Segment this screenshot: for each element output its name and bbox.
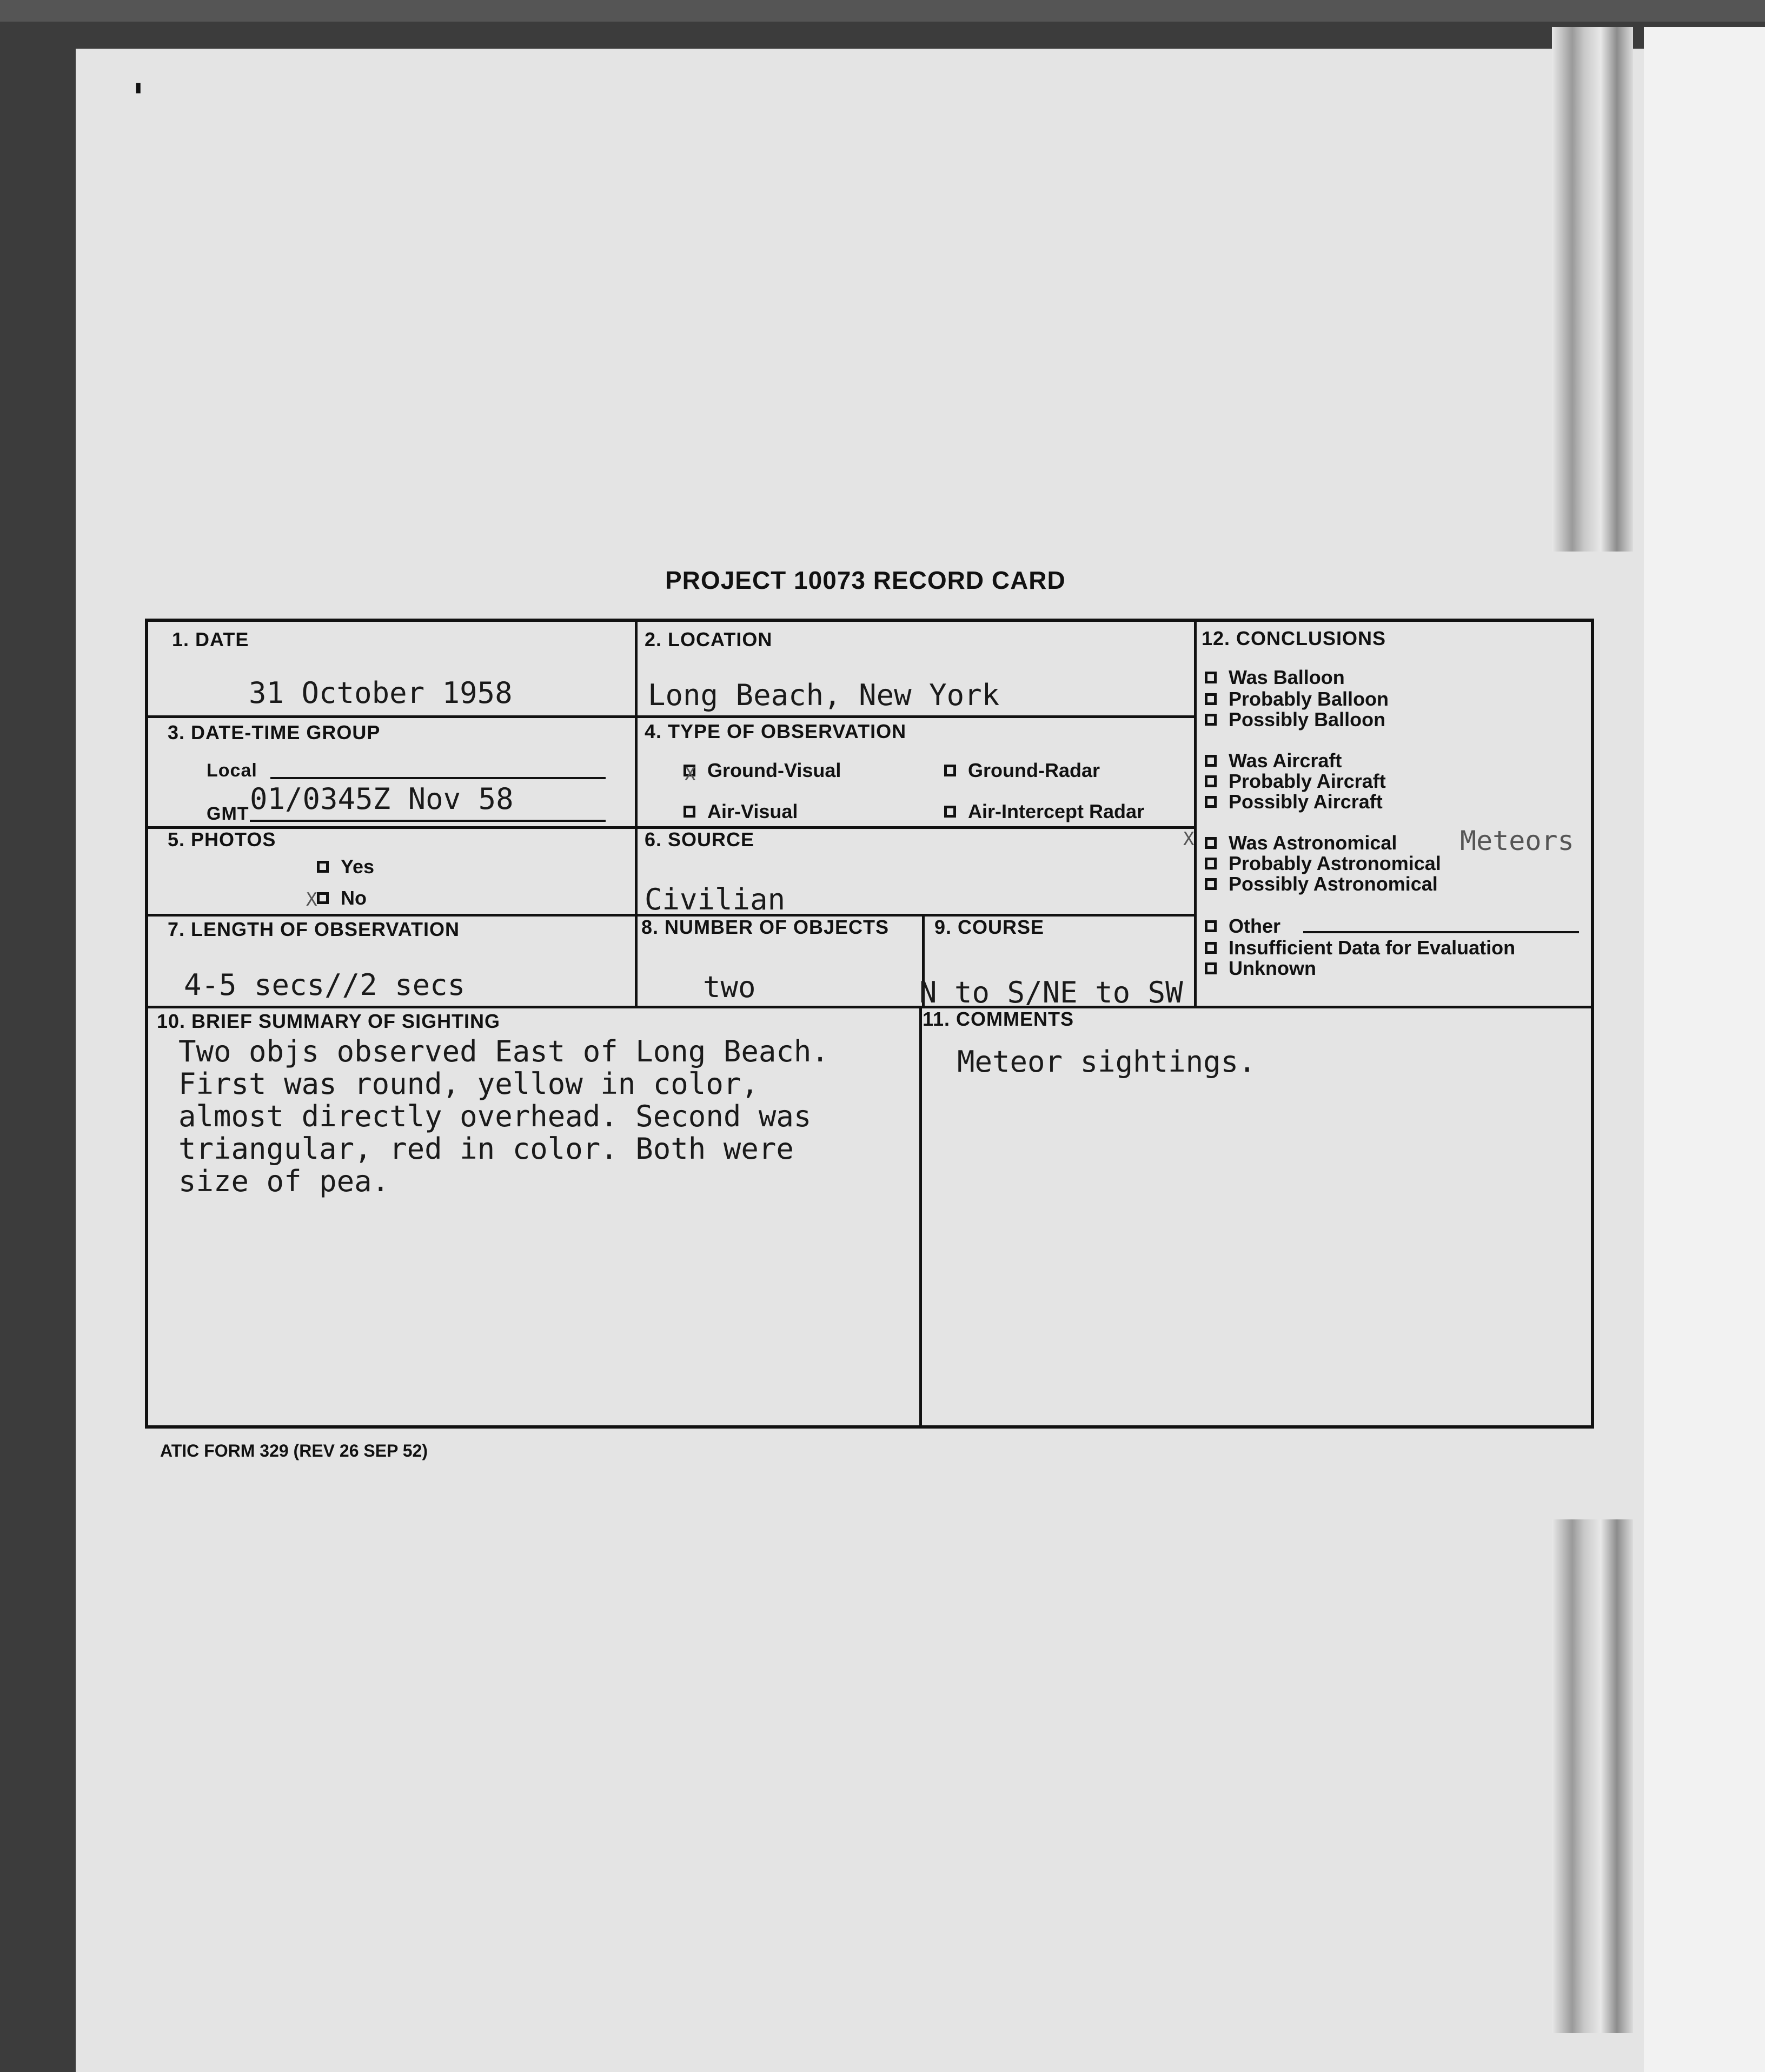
checkbox-icon [1205, 714, 1217, 726]
summary-text [178, 1035, 935, 1198]
astronomical-note: Meteors [1460, 825, 1574, 856]
observation-option-air-visual: Air-Visual [684, 800, 798, 823]
checkbox-icon [1205, 878, 1217, 890]
checkbox-icon [317, 861, 329, 873]
checkbox-icon [1205, 837, 1217, 849]
observation-option-air-intercept-radar: Air-Intercept Radar [944, 800, 1144, 823]
checkbox-icon [1205, 858, 1217, 869]
checkbox-icon [1205, 962, 1217, 974]
source-value: Civilian [645, 882, 786, 917]
date-time-group-label: 3. DATE-TIME GROUP [168, 721, 381, 743]
checkbox-icon [317, 892, 329, 904]
observation-option-ground-visual: Ground-Visual [684, 759, 841, 782]
number-of-objects-value: two [703, 970, 756, 1004]
conclusion-was-astronomical: Was Astronomical [1205, 832, 1397, 854]
conclusion-probably-aircraft: Probably Aircraft [1205, 770, 1386, 793]
course-value: N to S/NE to SW [919, 975, 1183, 1010]
binding-strip-top [1552, 27, 1633, 552]
conclusion-insufficient-data: Insufficient Data for Evaluation [1205, 937, 1515, 959]
checkbox-icon [1205, 796, 1217, 808]
check-mark: X [685, 763, 696, 785]
location-value: Long Beach, New York [648, 678, 1000, 712]
summary-line: Two objs observed East of Long Beach. [178, 1034, 829, 1068]
type-of-observation-label: 4. TYPE OF OBSERVATION [645, 720, 907, 742]
comments-value: Meteor sightings. [957, 1045, 1256, 1079]
checkbox-icon [1205, 942, 1217, 954]
conclusion-was-aircraft: Was Aircraft [1205, 749, 1342, 772]
checkbox-icon [684, 806, 695, 818]
conclusion-was-balloon: Was Balloon [1205, 666, 1345, 689]
photos-option-no: No [317, 887, 367, 909]
course-label: 9. COURSE [934, 916, 1045, 938]
summary-label: 10. BRIEF SUMMARY OF SIGHTING [157, 1010, 501, 1032]
binding-strip-bottom [1552, 1519, 1633, 2033]
scan-margin [1644, 27, 1765, 2072]
conclusion-possibly-astronomical: Possibly Astronomical [1205, 873, 1438, 895]
conclusion-unknown: Unknown [1205, 957, 1316, 980]
check-mark: X [306, 889, 317, 911]
checkbox-icon [1205, 693, 1217, 705]
source-label: 6. SOURCE [645, 828, 755, 851]
card-title: PROJECT 10073 RECORD CARD [665, 566, 1066, 594]
length-of-observation-value: 4-5 secs//2 secs [184, 968, 466, 1002]
checkbox-icon [944, 806, 956, 818]
other-underline [1303, 931, 1579, 933]
divider [148, 1006, 1594, 1008]
location-label: 2. LOCATION [645, 628, 773, 650]
scan-border [0, 0, 1765, 22]
conclusions-label: 12. CONCLUSIONS [1202, 627, 1386, 649]
summary-line: First was round, yellow in color, [178, 1067, 759, 1101]
scan-speck: ' [132, 76, 144, 120]
summary-line: almost directly overhead. Second was [178, 1099, 812, 1133]
conclusion-probably-astronomical: Probably Astronomical [1205, 852, 1441, 875]
divider [148, 715, 1197, 718]
length-of-observation-label: 7. LENGTH OF OBSERVATION [168, 918, 460, 940]
checkbox-icon [1205, 775, 1217, 787]
checkbox-icon [1205, 755, 1217, 767]
date-value: 31 October 1958 [249, 676, 513, 710]
local-underline [270, 777, 606, 779]
comments-label: 11. COMMENTS [923, 1008, 1074, 1030]
summary-line: triangular, red in color. Both were [178, 1132, 794, 1166]
checkbox-icon [1205, 920, 1217, 932]
date-label: 1. DATE [172, 628, 249, 650]
number-of-objects-label: 8. NUMBER OF OBJECTS [641, 916, 890, 938]
local-label: Local [207, 760, 257, 781]
summary-line: size of pea. [178, 1164, 390, 1198]
conclusion-other: Other [1205, 915, 1280, 938]
gmt-label: GMT [207, 803, 249, 824]
check-mark: X [1183, 828, 1195, 850]
photos-label: 5. PHOTOS [168, 828, 276, 851]
conclusion-possibly-balloon: Possibly Balloon [1205, 708, 1385, 731]
divider [1194, 622, 1197, 1006]
gmt-underline [250, 820, 606, 822]
form-number: ATIC FORM 329 (REV 26 SEP 52) [160, 1441, 428, 1460]
observation-option-ground-radar: Ground-Radar [944, 759, 1100, 782]
photos-option-yes: Yes [317, 855, 374, 878]
conclusion-possibly-aircraft: Possibly Aircraft [1205, 791, 1383, 813]
gmt-value: 01/0345Z Nov 58 [250, 782, 514, 816]
checkbox-icon [944, 765, 956, 776]
divider [635, 622, 638, 1006]
conclusion-probably-balloon: Probably Balloon [1205, 688, 1389, 710]
checkbox-icon [1205, 672, 1217, 683]
